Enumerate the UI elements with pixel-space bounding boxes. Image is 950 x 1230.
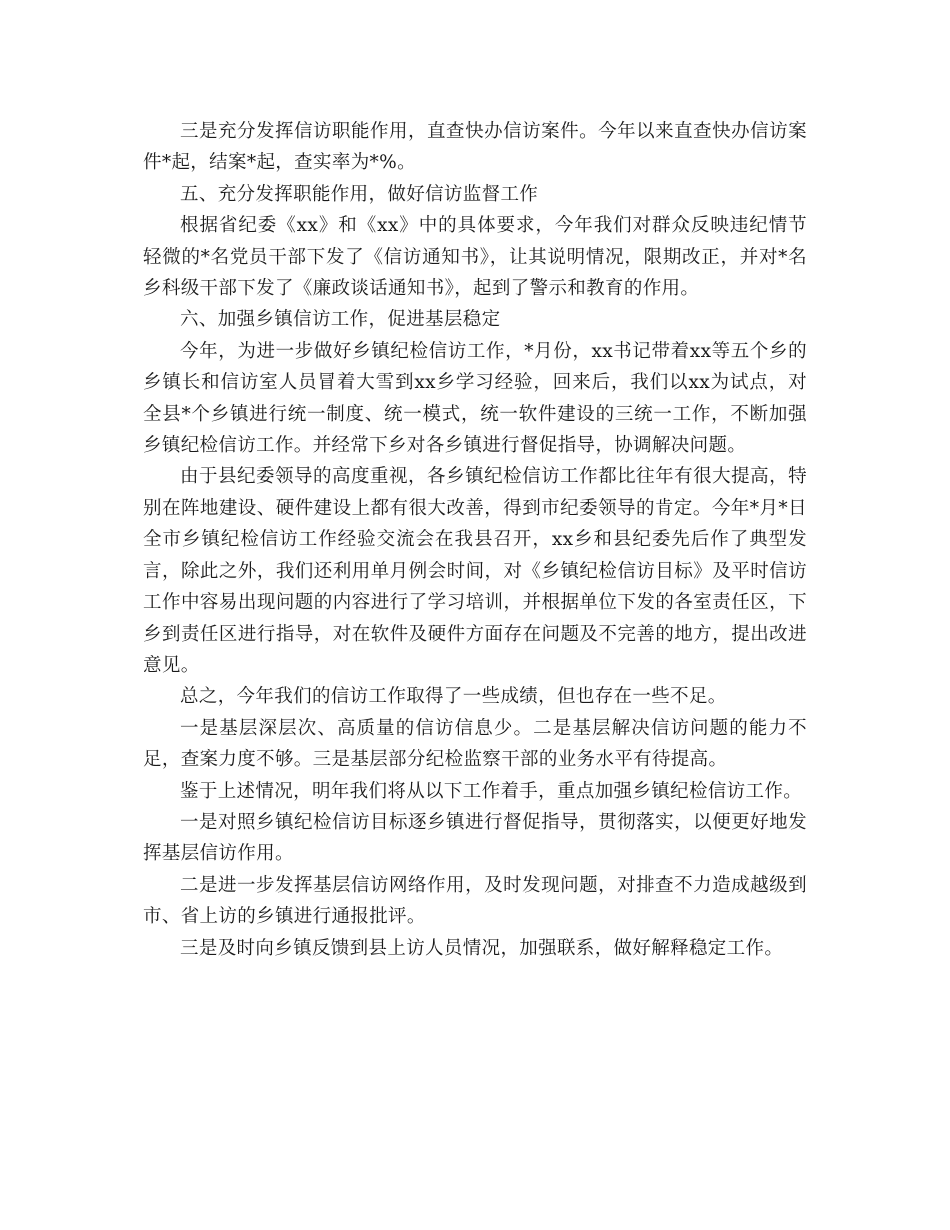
paragraph: 三是及时向乡镇反馈到县上访人员情况，加强联系，做好解释稳定工作。 bbox=[180, 937, 784, 959]
paragraph: 二是进一步发挥基层信访网络作用，及时发现问题，对排查不力造成越级到市、省上访的乡镇进行通报批评。 bbox=[143, 874, 807, 928]
paragraph: 根据省纪委《xx》和《xx》中的具体要求，今年我们对群众反映违纪情节轻微的*名党员干部下发了《信访通知书》，让其说明情况，限期改正，并对*名乡科级干部下发了《廉政谈话通知书》，起到了警示和教育的作用。 bbox=[143, 215, 807, 300]
document-body bbox=[143, 116, 807, 964]
paragraph: 由于县纪委领导的高度重视，各乡镇纪检信访工作都比往年有很大提高，特别在阵地建设、硬件建设上都有很大改善，得到市纪委领导的肯定。今年*月*日全市乡镇纪检信访工作经验交流会在我县召开，xx乡和县纪委先后作了典型发言，除此之外，我们还利用单月例会时间，对《乡镇纪检信访目标》及平时信访工作中容易出现问题的内容进行了学习培训，并根据单位下发的各室责任区，下乡到责任区进行指导，对在软件及硬件方面存在问题及不完善的地方，提出改进意见。 bbox=[143, 466, 807, 676]
paragraph: 鉴于上述情况，明年我们将从以下工作着手，重点加强乡镇纪检信访工作。 bbox=[180, 780, 803, 802]
paragraph: 一是基层深层次、高质量的信访信息少。二是基层解决信访问题的能力不足，查案力度不够。三是基层部分纪检监察干部的业务水平有待提高。 bbox=[143, 717, 807, 771]
paragraph: 三是充分发挥信访职能作用，直查快办信访案件。今年以来直查快办信访案件*起，结案*起，查实率为*%。 bbox=[143, 121, 807, 174]
paragraph: 今年，为进一步做好乡镇纪检信访工作，*月份，xx书记带着xx等五个乡的乡镇长和信访室人员冒着大雪到xx乡学习经验，回来后，我们以xx为试点，对全县*个乡镇进行统一制度、统一模式，统一软件建设的三统一工作，不断加强乡镇纪检信访工作。并经常下乡对各乡镇进行督促指导，协调解决问题。 bbox=[143, 340, 807, 457]
paragraph: 总之，今年我们的信访工作取得了一些成绩，但也存在一些不足。 bbox=[180, 686, 727, 708]
section-heading: 五、充分发挥职能作用，做好信访监督工作 bbox=[180, 183, 539, 205]
section-heading: 六、加强乡镇信访工作，促进基层稳定 bbox=[180, 309, 501, 331]
paragraph: 一是对照乡镇纪检信访目标逐乡镇进行督促指导，贯彻落实，以便更好地发挥基层信访作用。 bbox=[143, 811, 807, 865]
